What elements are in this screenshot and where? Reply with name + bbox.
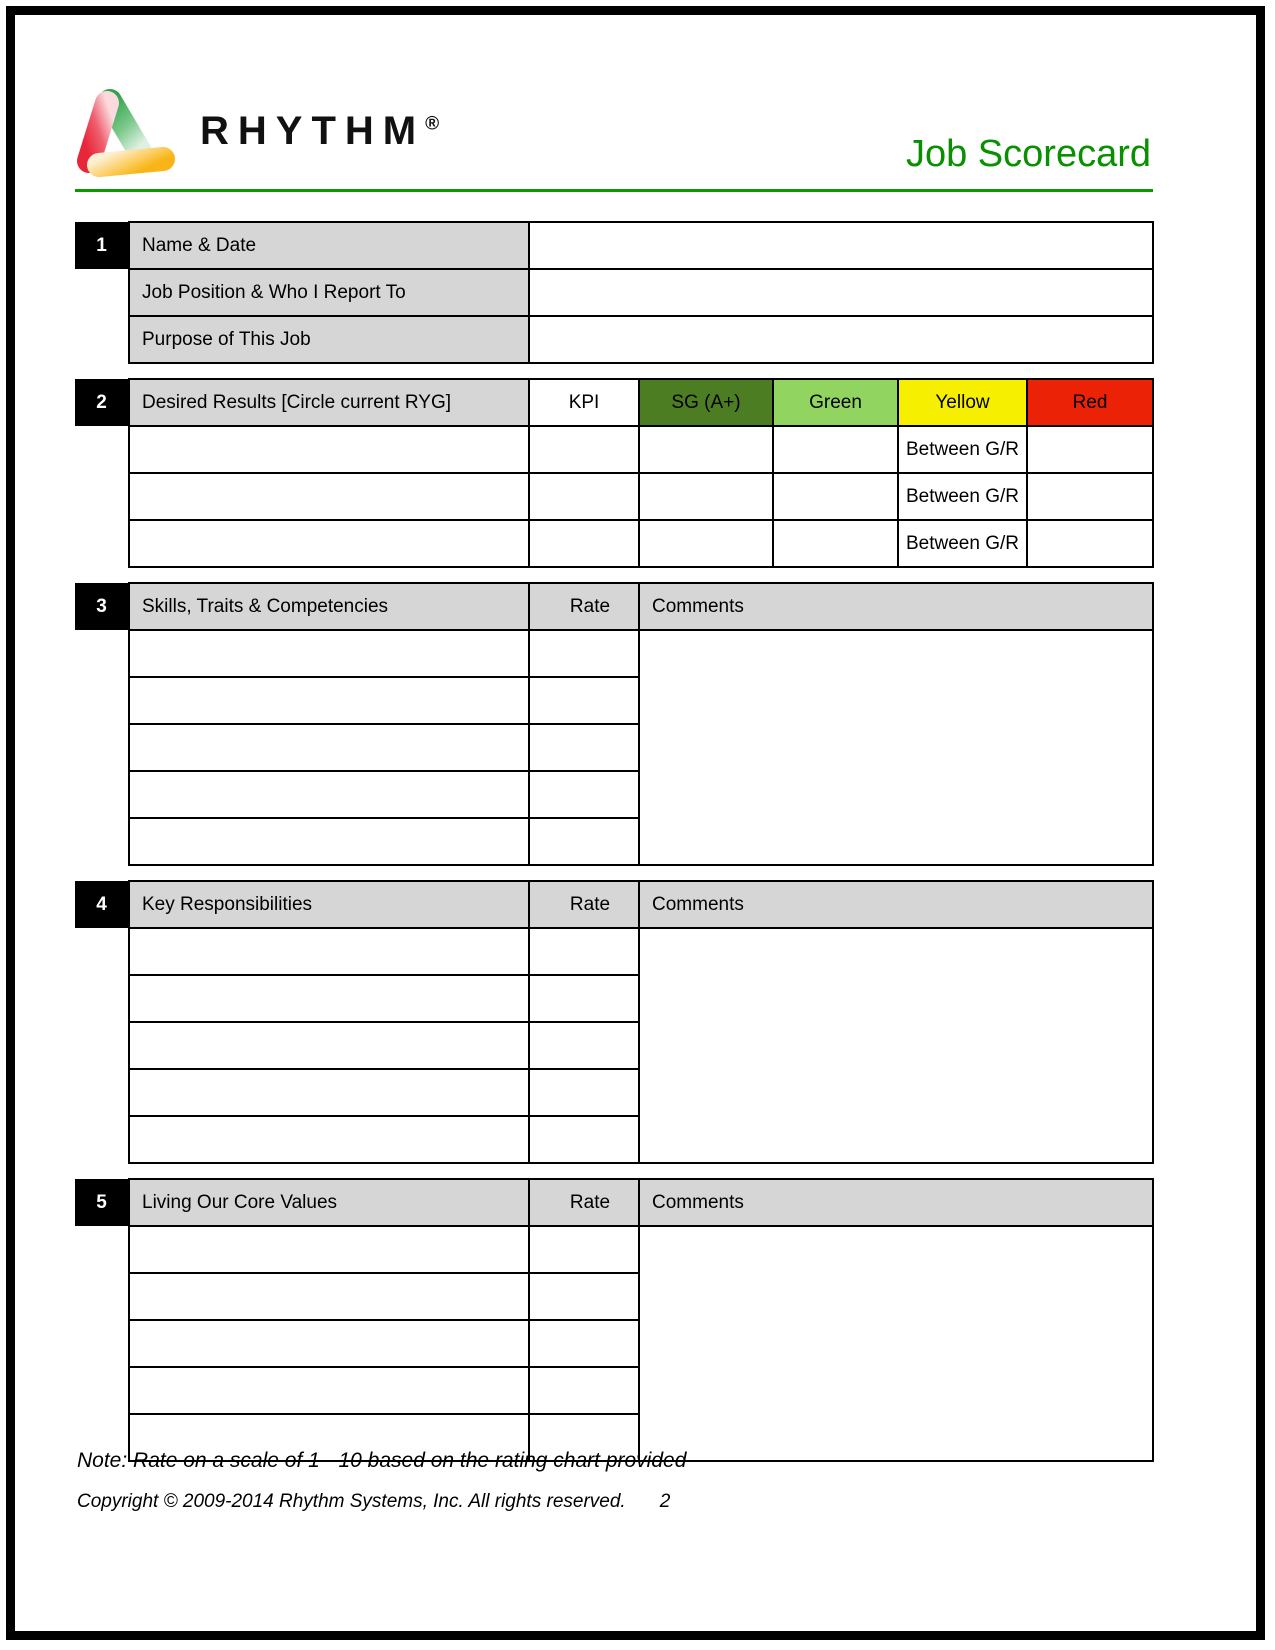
brand-wordmark (200, 109, 439, 154)
spacer-cell (75, 1367, 129, 1414)
section-5-rate[interactable] (529, 1226, 639, 1273)
section-2-red-cell[interactable] (1027, 473, 1153, 520)
gap-3 (75, 866, 1153, 880)
table-row (75, 630, 1153, 677)
table-row (75, 269, 1153, 316)
section-2-yellow-cell[interactable]: Between G/R (898, 426, 1027, 473)
spacer-cell (75, 1116, 129, 1163)
section-4-item[interactable] (129, 1116, 529, 1163)
section-3-rate[interactable] (529, 630, 639, 677)
gap-1 (75, 364, 1153, 378)
page-frame (6, 6, 1265, 1640)
column-header-rate: Rate (529, 583, 639, 630)
page-number: 2 (659, 1491, 671, 1512)
spacer-cell (75, 1022, 129, 1069)
rhythm-triangle-logo-icon (75, 83, 183, 183)
spacer-cell (75, 1069, 129, 1116)
table-row (75, 928, 1153, 975)
section-5-item[interactable] (129, 1367, 529, 1414)
column-header-comments: Comments (639, 881, 1153, 928)
section-2-kpi-cell[interactable] (529, 520, 639, 567)
section-2-yellow-cell[interactable]: Between G/R (898, 473, 1027, 520)
section-4-item[interactable] (129, 928, 529, 975)
section-2-kpi-cell[interactable] (529, 473, 639, 520)
section-5-table (75, 1178, 1154, 1462)
section-2-yellow-cell[interactable]: Between G/R (898, 520, 1027, 567)
spacer-cell (75, 928, 129, 975)
column-header-green: Green (773, 379, 898, 426)
spacer-cell (75, 724, 129, 771)
gap-4 (75, 1164, 1153, 1178)
section-4-number: 4 (75, 881, 129, 928)
section-2-table (75, 378, 1154, 568)
section-5-number: 5 (75, 1179, 129, 1226)
rating-note: Note: Rate on a scale of 1 - 10 based on the rating chart provided (77, 1449, 687, 1472)
section-3-number: 3 (75, 583, 129, 630)
section-2-sg-cell[interactable] (639, 473, 773, 520)
section-4-rate[interactable] (529, 1069, 639, 1116)
section-1-label-job-position: Job Position & Who I Report To (129, 269, 529, 316)
brand-name: RHYTHM (200, 109, 426, 153)
section-2-red-cell[interactable] (1027, 426, 1153, 473)
spacer-cell (75, 1320, 129, 1367)
section-2-title: Desired Results [Circle current RYG] (129, 379, 529, 426)
spacer-cell (75, 269, 129, 316)
section-1-value-name-date[interactable] (529, 222, 1153, 269)
spacer-cell (75, 1273, 129, 1320)
column-header-rate: Rate (529, 881, 639, 928)
column-header-rate: Rate (529, 1179, 639, 1226)
section-4-table (75, 880, 1154, 1164)
copyright-text: Copyright © 2009-2014 Rhythm Systems, Inc. All rights reserved. (77, 1491, 626, 1512)
column-header-yellow: Yellow (898, 379, 1027, 426)
section-2-header-row (75, 379, 1153, 426)
section-2-result-item[interactable] (129, 426, 529, 473)
section-3-item[interactable] (129, 724, 529, 771)
section-5-rate[interactable] (529, 1367, 639, 1414)
column-header-sg: SG (A+) (639, 379, 773, 426)
section-3-item[interactable] (129, 630, 529, 677)
spacer-cell (75, 771, 129, 818)
section-2-red-cell[interactable] (1027, 520, 1153, 567)
section-5-header-row (75, 1179, 1153, 1226)
section-2-number: 2 (75, 379, 129, 426)
section-5-item[interactable] (129, 1226, 529, 1273)
gap-2 (75, 568, 1153, 582)
section-4-rate[interactable] (529, 1116, 639, 1163)
section-4-item[interactable] (129, 975, 529, 1022)
section-5-rate[interactable] (529, 1273, 639, 1320)
section-3-rate[interactable] (529, 818, 639, 865)
column-header-comments: Comments (639, 583, 1153, 630)
section-5-title: Living Our Core Values (129, 1179, 529, 1226)
spacer-cell (75, 473, 129, 520)
document-header (75, 75, 1151, 193)
section-4-comments[interactable] (639, 928, 1153, 1163)
column-header-red: Red (1027, 379, 1153, 426)
section-4-title: Key Responsibilities (129, 881, 529, 928)
column-header-kpi: KPI (529, 379, 639, 426)
section-3-rate[interactable] (529, 724, 639, 771)
section-1-number: 1 (75, 222, 129, 269)
section-1-value-purpose[interactable] (529, 316, 1153, 363)
section-2-kpi-cell[interactable] (529, 426, 639, 473)
registered-trademark-icon: ® (425, 113, 440, 135)
table-row (75, 316, 1153, 363)
section-2-green-cell[interactable] (773, 426, 898, 473)
header-divider (75, 189, 1153, 192)
spacer-cell (75, 975, 129, 1022)
section-4-header-row (75, 881, 1153, 928)
section-2-green-cell[interactable] (773, 520, 898, 567)
table-row (75, 520, 1153, 567)
section-4-item[interactable] (129, 1069, 529, 1116)
scorecard-sheet (75, 221, 1153, 1462)
table-row (75, 222, 1153, 269)
section-2-sg-cell[interactable] (639, 520, 773, 567)
section-3-item[interactable] (129, 818, 529, 865)
section-3-item[interactable] (129, 677, 529, 724)
spacer-cell (75, 630, 129, 677)
column-header-comments: Comments (639, 1179, 1153, 1226)
section-5-item[interactable] (129, 1320, 529, 1367)
section-1-label-purpose: Purpose of This Job (129, 316, 529, 363)
section-4-rate[interactable] (529, 928, 639, 975)
spacer-cell (75, 677, 129, 724)
section-2-result-item[interactable] (129, 520, 529, 567)
spacer-cell (75, 316, 129, 363)
copyright-line (77, 1491, 670, 1513)
section-3-rate[interactable] (529, 677, 639, 724)
section-4-rate[interactable] (529, 1022, 639, 1069)
spacer-cell (75, 1226, 129, 1273)
section-1-value-job-position[interactable] (529, 269, 1153, 316)
section-5-item[interactable] (129, 1273, 529, 1320)
table-row (75, 1226, 1153, 1273)
section-4-rate[interactable] (529, 975, 639, 1022)
section-2-result-item[interactable] (129, 473, 529, 520)
section-3-item[interactable] (129, 771, 529, 818)
page-content (15, 15, 1256, 1631)
table-row (75, 426, 1153, 473)
section-3-rate[interactable] (529, 771, 639, 818)
section-2-green-cell[interactable] (773, 473, 898, 520)
spacer-cell (75, 520, 129, 567)
page-title: Job Scorecard (905, 133, 1151, 175)
section-2-sg-cell[interactable] (639, 426, 773, 473)
section-5-comments[interactable] (639, 1226, 1153, 1461)
section-5-rate[interactable] (529, 1320, 639, 1367)
spacer-cell (75, 426, 129, 473)
section-3-comments[interactable] (639, 630, 1153, 865)
section-3-header-row (75, 583, 1153, 630)
spacer-cell (75, 818, 129, 865)
section-3-title: Skills, Traits & Competencies (129, 583, 529, 630)
table-row (75, 473, 1153, 520)
section-3-table (75, 582, 1154, 866)
section-1-label-name-date: Name & Date (129, 222, 529, 269)
section-1-table (75, 221, 1154, 364)
section-4-item[interactable] (129, 1022, 529, 1069)
